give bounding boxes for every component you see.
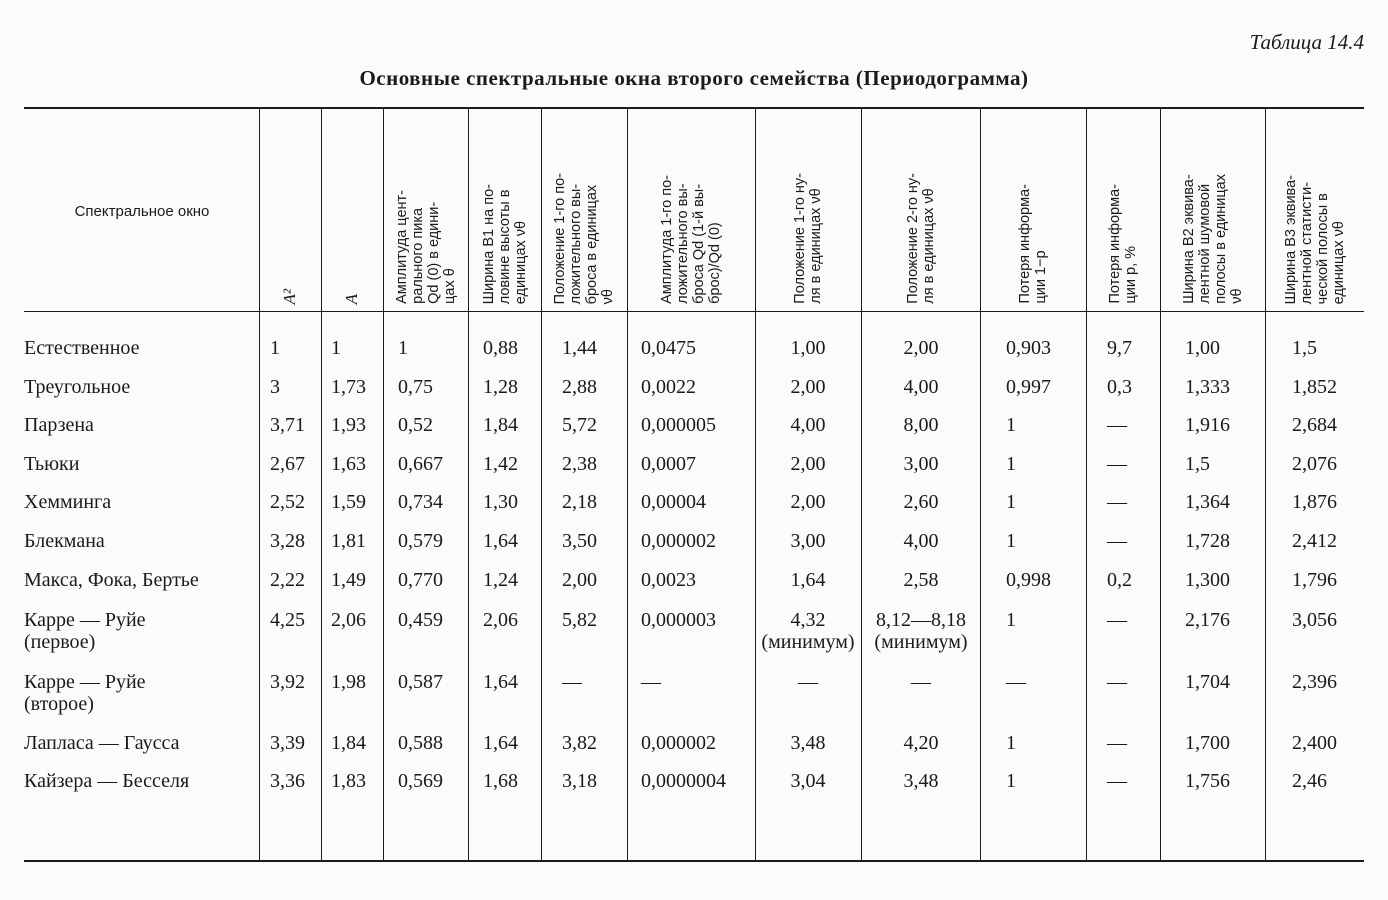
- column-header: A: [342, 293, 361, 304]
- table-cell: 3,04: [790, 770, 826, 792]
- table-cell: 1,42: [483, 453, 518, 475]
- table-cell: 2,00: [790, 491, 826, 513]
- table-cell: 1,93: [331, 414, 366, 436]
- table-cell: 2,38: [562, 453, 597, 475]
- table-cell: 1,333: [1185, 376, 1230, 398]
- table-cell: 3,48: [903, 770, 939, 792]
- table-cell: 0,000003: [641, 609, 716, 631]
- window-name: Карре — Руйе (второе): [24, 671, 146, 715]
- table-cell: 2,67: [270, 453, 305, 475]
- table-cell: 0,587: [398, 671, 443, 693]
- table-cell: 3: [270, 376, 280, 398]
- table-cell: 2,06: [331, 609, 366, 631]
- table-title: Основные спектральные окна второго семейства (Периодограмма): [359, 66, 1029, 90]
- table-cell: 0,3: [1107, 376, 1132, 398]
- table-cell: 1,5: [1292, 337, 1317, 359]
- column-header: Ширина B1 на по- ловине высоты в единицах νθ: [480, 183, 529, 304]
- header-rule: [24, 311, 1364, 312]
- table-cell: —: [562, 671, 582, 693]
- table-cell: 4,20: [903, 732, 939, 754]
- table-cell: —: [1107, 770, 1127, 792]
- table-cell: 2,00: [790, 453, 826, 475]
- window-name: Блекмана: [24, 530, 105, 552]
- table-cell: —: [1107, 453, 1127, 475]
- table-cell: —: [1107, 609, 1127, 631]
- table-cell: —: [798, 671, 818, 693]
- table-cell: 1,63: [331, 453, 366, 475]
- table-cell: 8,00: [903, 414, 939, 436]
- table-cell: 1,300: [1185, 569, 1230, 591]
- table-cell: 0,579: [398, 530, 443, 552]
- table-cell: 4,00: [903, 376, 939, 398]
- window-name: Естественное: [24, 337, 140, 359]
- table-cell: 3,71: [270, 414, 305, 436]
- table-cell: 4,00: [903, 530, 939, 552]
- table-cell: 8,12—8,18 (минимум): [874, 609, 968, 653]
- table-cell: 9,7: [1107, 337, 1132, 359]
- column-header: A²: [280, 288, 299, 304]
- column-header: Амплитуда цент- рального пика Qd (0) в едини- цах θ: [393, 190, 458, 304]
- table-cell: 1,64: [790, 569, 826, 591]
- table-cell: 1,916: [1185, 414, 1230, 436]
- table-cell: 4,00: [790, 414, 826, 436]
- table-cell: 4,32 (минимум): [761, 609, 855, 653]
- table-cell: 0,52: [398, 414, 433, 436]
- table-cell: 1,728: [1185, 530, 1230, 552]
- table-cell: 0,000002: [641, 530, 716, 552]
- table-cell: 0,00004: [641, 491, 706, 513]
- table-cell: —: [911, 671, 931, 693]
- table-cell: 2,18: [562, 491, 597, 513]
- table-cell: —: [641, 671, 661, 693]
- table-cell: 0,75: [398, 376, 433, 398]
- table-cell: 0,667: [398, 453, 443, 475]
- table-cell: 1: [1006, 530, 1016, 552]
- table-cell: 0,0475: [641, 337, 696, 359]
- table-cell: 1,00: [790, 337, 826, 359]
- table-cell: 1,59: [331, 491, 366, 513]
- table-cell: 1,704: [1185, 671, 1230, 693]
- table-number: Таблица 14.4: [1249, 30, 1364, 54]
- table-cell: 0,997: [1006, 376, 1051, 398]
- table-cell: 3,056: [1292, 609, 1337, 631]
- table-cell: 1: [1006, 491, 1016, 513]
- table-cell: 0,998: [1006, 569, 1051, 591]
- table-cell: —: [1107, 491, 1127, 513]
- table-cell: —: [1107, 732, 1127, 754]
- window-name: Карре — Руйе (первое): [24, 609, 146, 653]
- top-rule: [24, 107, 1364, 109]
- table-cell: 0,903: [1006, 337, 1051, 359]
- column-header: Положение 1-го по- ложительного вы- броса в единицах νθ: [552, 172, 616, 304]
- table-cell: 3,36: [270, 770, 305, 792]
- table-cell: 1: [1006, 609, 1016, 631]
- table-cell: 2,176: [1185, 609, 1230, 631]
- table-cell: 1: [331, 337, 341, 359]
- table-cell: 1,852: [1292, 376, 1337, 398]
- table-cell: 2,46: [1292, 770, 1327, 792]
- table-cell: 1,49: [331, 569, 366, 591]
- column-header: Положение 2-го ну- ля в единицах νθ: [904, 173, 937, 304]
- table-cell: 0,88: [483, 337, 518, 359]
- table-cell: 3,00: [790, 530, 826, 552]
- table-cell: 0,0000004: [641, 770, 726, 792]
- table-cell: 0,770: [398, 569, 443, 591]
- window-name: Хемминга: [24, 491, 112, 513]
- table-cell: 2,52: [270, 491, 305, 513]
- table-cell: 0,0007: [641, 453, 696, 475]
- table-cell: 0,569: [398, 770, 443, 792]
- window-name: Макса, Фока, Бертье: [24, 569, 199, 591]
- table-cell: 2,396: [1292, 671, 1337, 693]
- table-cell: 2,88: [562, 376, 597, 398]
- table-cell: 1,796: [1292, 569, 1337, 591]
- table-cell: 1,81: [331, 530, 366, 552]
- window-name: Лапласа — Гаусса: [24, 732, 180, 754]
- table-cell: 2,58: [903, 569, 939, 591]
- table-cell: 1,84: [483, 414, 518, 436]
- table-cell: 1,98: [331, 671, 366, 693]
- table-cell: 1,30: [483, 491, 518, 513]
- table-cell: 0,734: [398, 491, 443, 513]
- window-name: Кайзера — Бесселя: [24, 770, 190, 792]
- column-header: Потеря информа- ции p, %: [1107, 184, 1139, 304]
- table-cell: 0,2: [1107, 569, 1132, 591]
- column-header: Амплитуда 1-го по- ложительного вы- броса Qd (1-й вы- брос)/Qd (0): [659, 175, 723, 304]
- table-cell: —: [1107, 414, 1127, 436]
- bottom-rule: [24, 860, 1364, 862]
- table-cell: 3,82: [562, 732, 597, 754]
- table-cell: 1: [1006, 770, 1016, 792]
- table-cell: 1,83: [331, 770, 366, 792]
- window-name: Парзена: [24, 414, 94, 436]
- table-cell: 0,000002: [641, 732, 716, 754]
- table-cell: 1,28: [483, 376, 518, 398]
- table-cell: 5,82: [562, 609, 597, 631]
- table-cell: 2,22: [270, 569, 305, 591]
- window-name: Тьюки: [24, 453, 80, 475]
- table-cell: 1,73: [331, 376, 366, 398]
- table-cell: 1: [1006, 732, 1016, 754]
- column-header: Потеря информа- ции 1−p: [1017, 184, 1049, 304]
- table-cell: 4,25: [270, 609, 305, 631]
- column-header: Ширина B3 эквива- лентной статисти- ческой полосы в единицах νθ: [1282, 174, 1347, 304]
- table-cell: 1: [270, 337, 280, 359]
- table-cell: 0,0022: [641, 376, 696, 398]
- table-cell: 1,68: [483, 770, 518, 792]
- table-cell: 1,756: [1185, 770, 1230, 792]
- column-header: Ширина B2 эквива- лентной шумовой полосы в единицах νθ: [1180, 174, 1245, 304]
- table-cell: 3,00: [903, 453, 939, 475]
- table-cell: 3,48: [790, 732, 826, 754]
- table-cell: 1,64: [483, 671, 518, 693]
- table-cell: 0,000005: [641, 414, 716, 436]
- table-cell: —: [1006, 671, 1026, 693]
- table-cell: 1,44: [562, 337, 597, 359]
- table-cell: 2,412: [1292, 530, 1337, 552]
- table-cell: 2,06: [483, 609, 518, 631]
- table-cell: 5,72: [562, 414, 597, 436]
- table-cell: 1: [398, 337, 408, 359]
- table-cell: 1,700: [1185, 732, 1230, 754]
- corner-header: Спектральное окно: [74, 203, 210, 220]
- column-header: Положение 1-го ну- ля в единицах νθ: [792, 173, 824, 304]
- table-cell: 2,076: [1292, 453, 1337, 475]
- table-cell: 1,364: [1185, 491, 1230, 513]
- table-cell: 1: [1006, 453, 1016, 475]
- table-cell: 2,00: [562, 569, 597, 591]
- table-cell: 1,5: [1185, 453, 1210, 475]
- table-cell: 3,28: [270, 530, 305, 552]
- window-name: Треугольное: [24, 376, 131, 398]
- table-cell: 2,00: [903, 337, 939, 359]
- table-cell: 3,92: [270, 671, 305, 693]
- table-cell: 2,684: [1292, 414, 1337, 436]
- table-cell: 1,24: [483, 569, 518, 591]
- table-cell: 0,459: [398, 609, 443, 631]
- table-cell: 2,60: [903, 491, 939, 513]
- table-cell: 2,00: [790, 376, 826, 398]
- table-cell: 1,64: [483, 732, 518, 754]
- table-cell: 0,588: [398, 732, 443, 754]
- table-cell: —: [1107, 530, 1127, 552]
- table-cell: 3,39: [270, 732, 305, 754]
- table-cell: —: [1107, 671, 1127, 693]
- table-cell: 1,84: [331, 732, 366, 754]
- table-cell: 3,18: [562, 770, 597, 792]
- table-cell: 1: [1006, 414, 1016, 436]
- table-cell: 3,50: [562, 530, 597, 552]
- table-cell: 2,400: [1292, 732, 1337, 754]
- table-cell: 1,64: [483, 530, 518, 552]
- table-cell: 1,00: [1185, 337, 1220, 359]
- table-cell: 0,0023: [641, 569, 696, 591]
- table-cell: 1,876: [1292, 491, 1337, 513]
